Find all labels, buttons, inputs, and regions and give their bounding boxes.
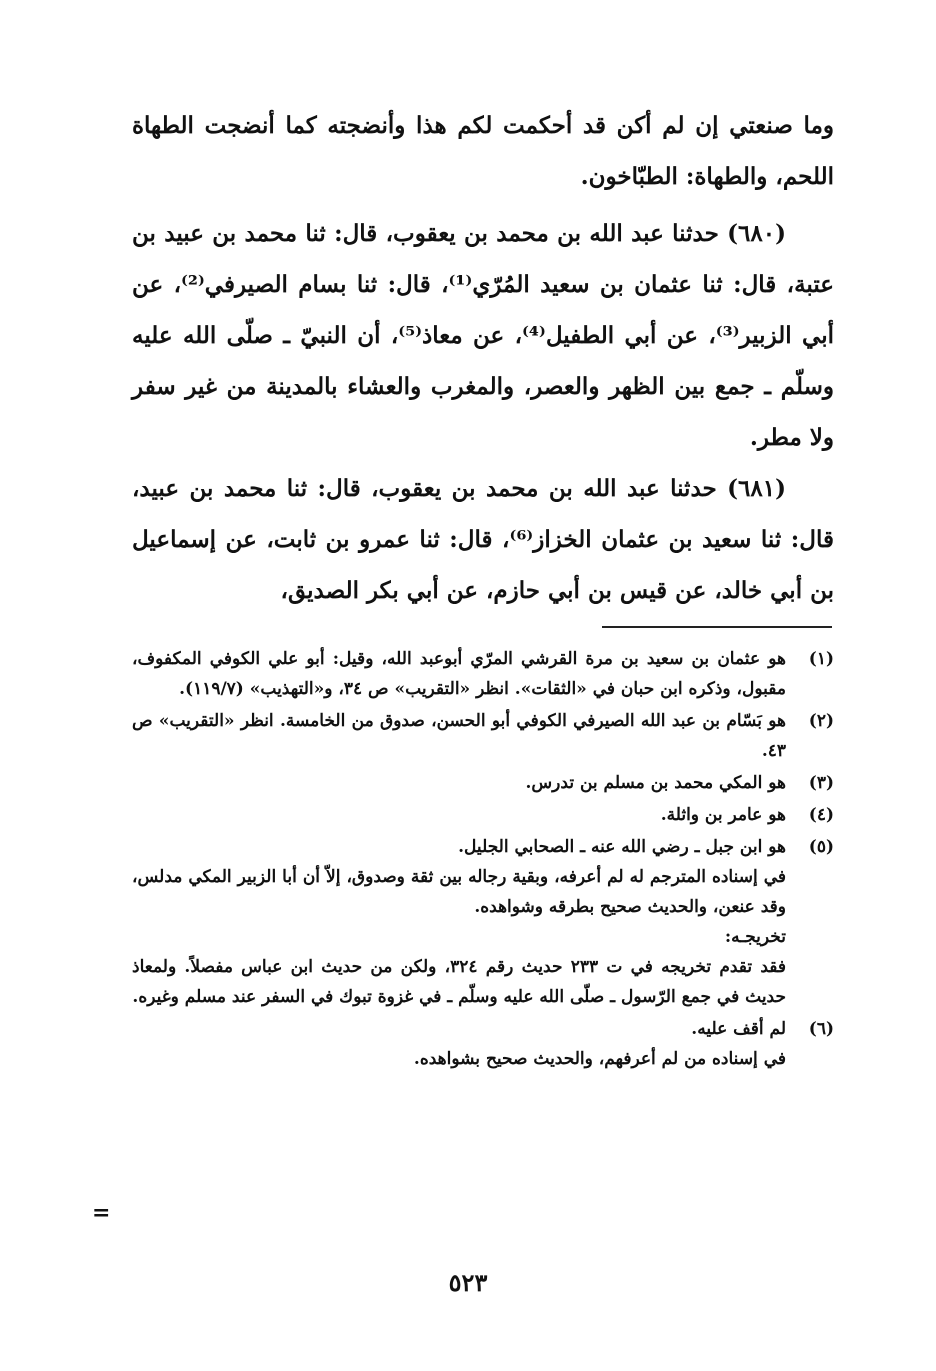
footnote-text: هو ابن جبل ـ رضي الله عنه ـ الصحابي الجليل. <box>458 837 786 857</box>
footnote-text: هو عامر بن واثلة. <box>660 805 786 825</box>
intro-paragraph: وما صنعتي إن لم أكن قد أحكمت لكم هذا وأنضجته كما أنضجت الطهاة اللحم، والطهاة: الطبّاخون. <box>132 112 834 190</box>
takhrij-text: فقد تقدم تخريجه في ت ٢٣٣ حديث رقم ٣٢٤، ولكن من حديث ابن عباس مفصلاً. ولمعاذ حديث في جمع الرّسول ـ صلّى الله عليه وسلّم ـ في غزوة تبوك في السفر عند مسلم وغيره. <box>132 957 786 1007</box>
footnote-number: (٦) <box>808 1019 834 1039</box>
takhrij-heading: تخريجـه: <box>724 927 786 947</box>
footnote-text: لم أقف عليه. <box>691 1019 786 1039</box>
hadith-680: (٦٨٠) حدثنا عبد الله بن محمد بن يعقوب، قال: ثنا محمد بن عبيد بن عتبة، قال: ثنا عثمان بن سعيد المُرّي⁽¹⁾، قال: ثنا بسام الصيرفي⁽²⁾، عن أبي الزبير⁽³⁾، عن أبي الطفيل⁽⁴⁾، عن معاذ⁽⁵⁾، أن النبيّ ـ صلّى الله عليه وسلّم ـ جمع بين الظهر والعصر، والمغرب والعشاء بالمدينة من غير سفر ولا مطر. <box>132 220 835 451</box>
footnote-text: هو عثمان بن سعيد بن مرة القرشي المرّي أبوعبد الله، وقيل: أبو علي الكوفي المكفوف، مقبول، وذكره ابن حبان في «الثقات». انظر «التقريب» ص ٣٤، و«التهذيب» (١١٩/٧). <box>132 649 786 699</box>
footnote-1 <box>132 644 834 704</box>
footnote-number: (٢) <box>808 711 834 731</box>
footnote-4 <box>132 800 834 830</box>
footnote-number: (٥) <box>808 837 834 857</box>
footnote-2 <box>132 706 834 766</box>
footnote-5 <box>132 832 834 1012</box>
footnote-number: (٣) <box>808 773 834 793</box>
page-number: ٥٢٣ <box>448 1268 488 1297</box>
footnote-text: هو المكي محمد بن مسلم بن تدرس. <box>525 773 786 793</box>
footnote-3 <box>132 768 834 798</box>
footnote-text: هو بَسّام بن عبد الله الصيرفي الكوفي أبو الحسن، صدوق من الخامسة. انظر «التقريب» ص ٤٣. <box>132 711 786 761</box>
footnote-isnad: في إسناده المترجم له لم أعرفه، وبقية رجاله بين ثقة وصدوق، إلاّ أن أبا الزبير المكي مدلس، وقد عنعن، والحديث صحيح بطرقه وشواهده. <box>132 867 786 917</box>
footnote-isnad: في إسناده من لم أعرفهم، والحديث صحيح بشواهده. <box>413 1049 786 1069</box>
footnote-number: (٤) <box>808 805 834 825</box>
footnotes <box>132 644 834 1076</box>
main-text <box>132 100 834 616</box>
footnote-6 <box>132 1014 834 1074</box>
footnote-number: (١) <box>808 649 834 669</box>
continuation-mark: = <box>92 1200 111 1226</box>
hadith-681: (٦٨١) حدثنا عبد الله بن محمد بن يعقوب، قال: ثنا محمد بن عبيد، قال: ثنا سعيد بن عثمان الخزاز⁽⁶⁾، قال: ثنا عمرو بن ثابت، عن إسماعيل بن أبي خالد، عن قيس بن أبي حازم، عن أبي بكر الصديق، <box>132 475 834 604</box>
footnote-divider <box>602 626 832 628</box>
